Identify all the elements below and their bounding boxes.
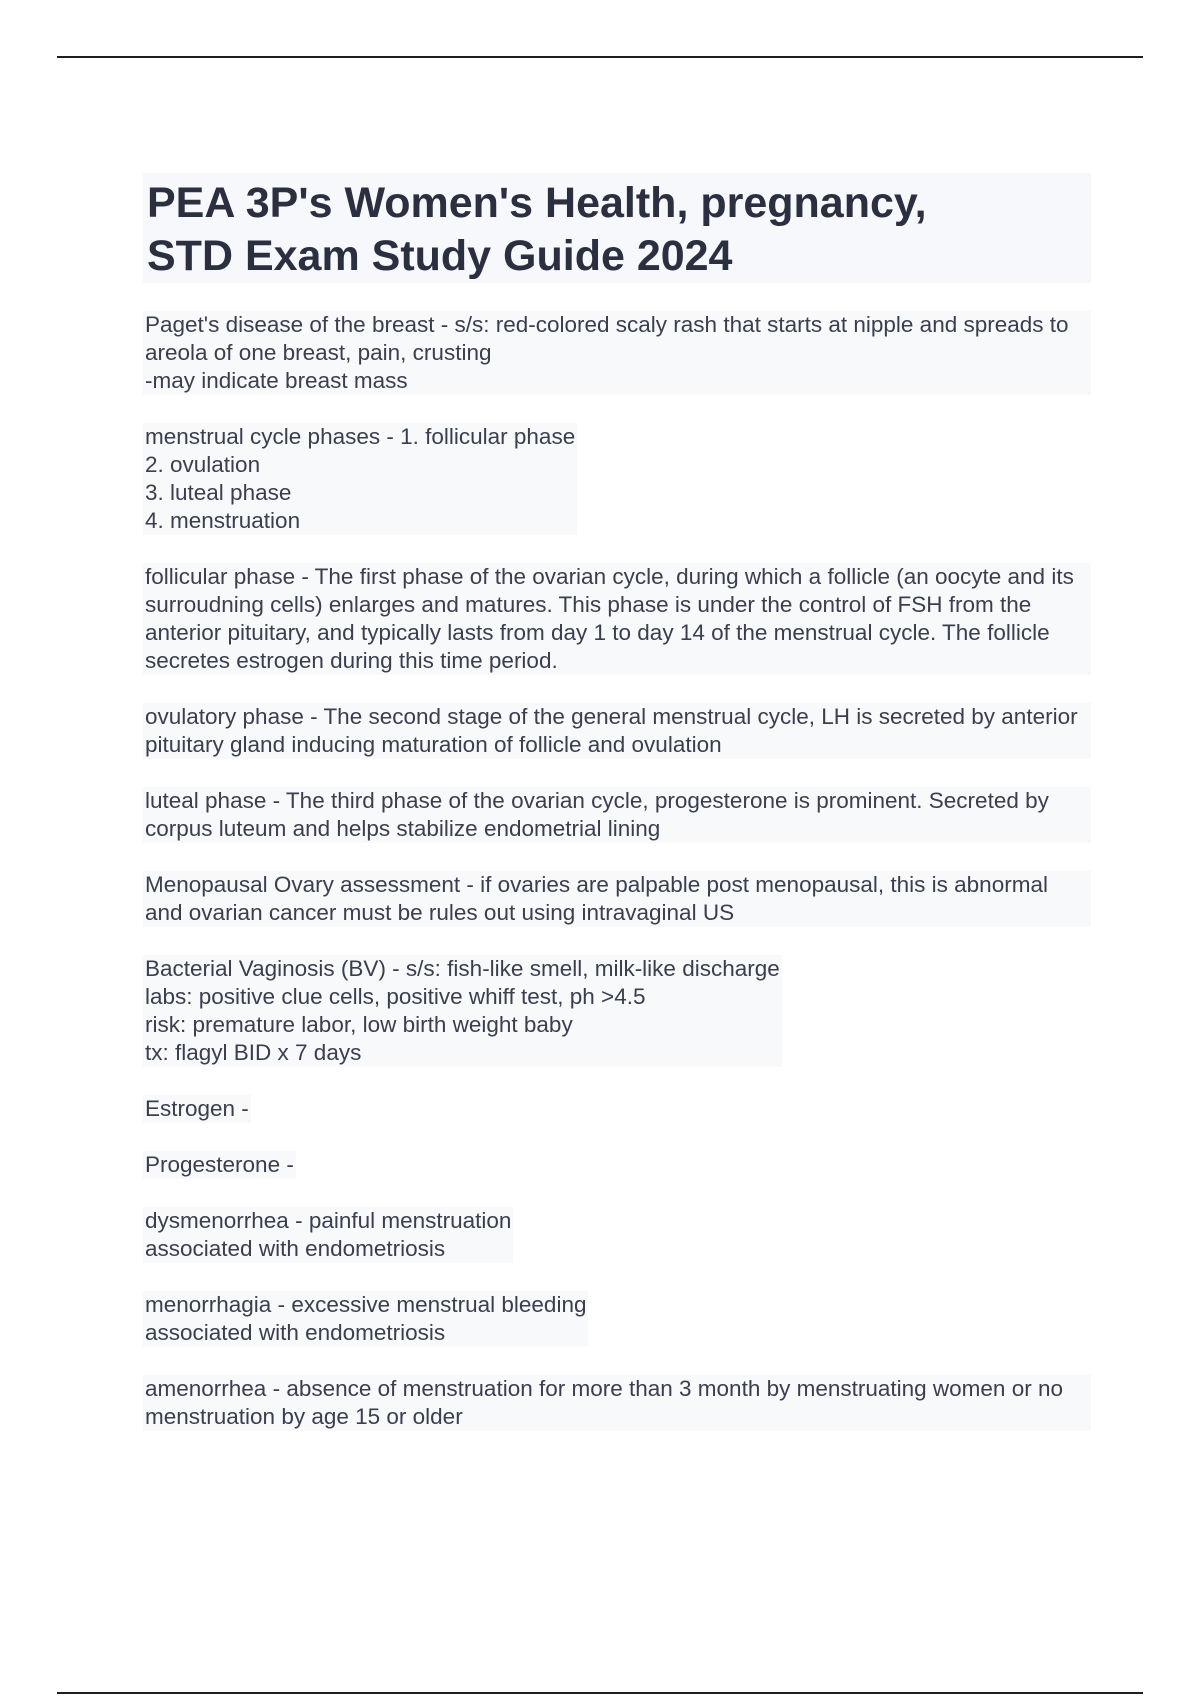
footer-rule <box>57 1692 1143 1694</box>
entry-line: associated with endometriosis <box>145 1320 446 1345</box>
entry-line: luteal phase - The third phase of the ovarian cycle, progesterone is prominent. Secreted by corpus luteum and helps stabilize endometrial lining <box>145 788 1049 841</box>
entry-amenorrhea <box>143 1375 1091 1431</box>
entry-menstrual-cycle-phases <box>143 423 577 535</box>
entry-line: ovulatory phase - The second stage of the general menstrual cycle, LH is secreted by anterior pituitary gland inducing maturation of follicle and ovulation <box>145 704 1078 757</box>
entry-ovulatory-phase <box>143 703 1091 759</box>
study-guide-entries <box>143 311 1091 1459</box>
entry-dysmenorrhea <box>143 1207 513 1263</box>
entry-line: menorrhagia - excessive menstrual bleeding <box>145 1292 587 1317</box>
entry-estrogen <box>143 1095 251 1123</box>
entry-line: Bacterial Vaginosis (BV) - s/s: fish-like smell, milk-like discharge <box>145 956 780 981</box>
entry-line: Menopausal Ovary assessment - if ovaries are palpable post menopausal, this is abnormal and ovarian cancer must be rules out using intravaginal US <box>145 872 1048 925</box>
entry-line: tx: flagyl BID x 7 days <box>145 1040 362 1065</box>
entry-line: menstrual cycle phases - 1. follicular phase <box>145 424 576 449</box>
title-block <box>143 173 1091 283</box>
entry-line: 4. menstruation <box>145 508 301 533</box>
entry-bacterial-vaginosis <box>143 955 782 1067</box>
entry-progesterone <box>143 1151 296 1179</box>
entry-line: Progesterone - <box>145 1152 294 1177</box>
document-title-line-2: STD Exam Study Guide 2024 <box>147 232 733 280</box>
entry-luteal-phase <box>143 787 1091 843</box>
entry-line: follicular phase - The first phase of the ovarian cycle, during which a follicle (an oocyte and its surroudning cells) enlarges and matures. This phase is under the control of FSH from the anterior pituitary, and typically lasts from day 1 to day 14 of the menstrual cycle. The follicle secretes estrogen during this time period. <box>145 564 1074 673</box>
entry-line: associated with endometriosis <box>145 1236 446 1261</box>
entry-menopausal-ovary <box>143 871 1091 927</box>
entry-line: Estrogen - <box>145 1096 249 1121</box>
entry-follicular-phase <box>143 563 1091 675</box>
entry-line: 3. luteal phase <box>145 480 292 505</box>
entry-line: 2. ovulation <box>145 452 261 477</box>
entry-line: Paget's disease of the breast - s/s: red-colored scaly rash that starts at nipple and spreads to areola of one breast, pain, crusting <box>145 312 1069 365</box>
entry-line: labs: positive clue cells, positive whiff test, ph >4.5 <box>145 984 646 1009</box>
entry-line: risk: premature labor, low birth weight baby <box>145 1012 573 1037</box>
entry-line: amenorrhea - absence of menstruation for more than 3 month by menstruating women or no menstruation by age 15 or older <box>145 1376 1063 1429</box>
header-rule <box>57 56 1143 58</box>
document-title <box>143 173 1091 283</box>
entry-pagets-disease <box>143 311 1091 395</box>
document-title-line-1: PEA 3P's Women's Health, pregnancy, <box>147 179 927 227</box>
entry-menorrhagia <box>143 1291 588 1347</box>
entry-line: -may indicate breast mass <box>145 368 408 393</box>
entry-line: dysmenorrhea - painful menstruation <box>145 1208 512 1233</box>
